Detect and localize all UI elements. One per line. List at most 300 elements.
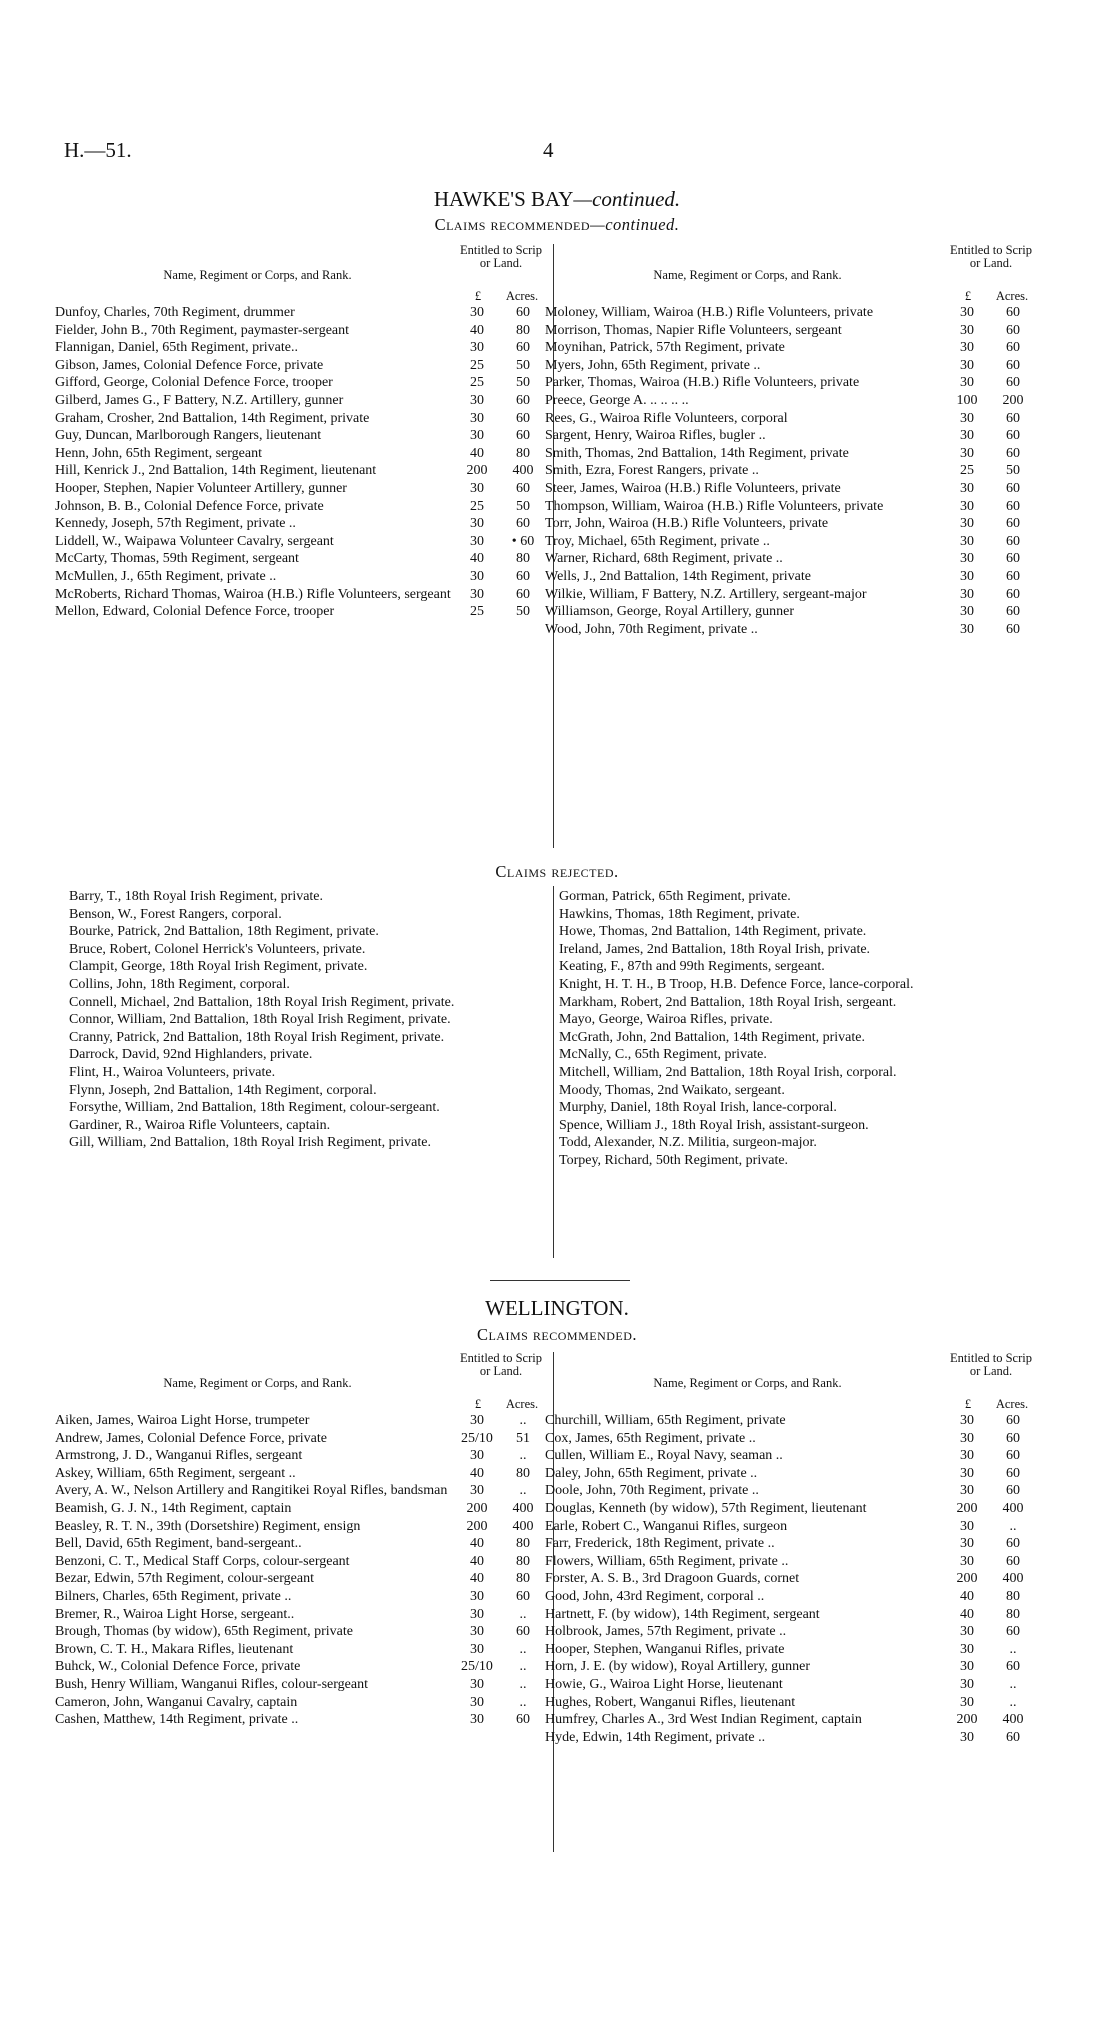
table-row (55, 1694, 546, 1712)
unit-header: £ Acres. (964, 1397, 1029, 1411)
scrip-value: 40 (960, 1606, 974, 1622)
table-row (55, 1553, 546, 1571)
table-row (55, 339, 546, 357)
table-row (55, 1500, 546, 1518)
table-row (545, 1570, 1036, 1588)
acres-value: 60 (516, 392, 530, 408)
table-row (55, 445, 546, 463)
acres-value: 50 (1006, 463, 1020, 479)
table-row (545, 498, 1036, 516)
acres-value: 50 (516, 498, 530, 514)
scrip-value: 30 (470, 1606, 484, 1622)
scrip-value: 200 (956, 1500, 978, 1516)
scrip-value: 100 (956, 392, 978, 408)
column-header (559, 1352, 1036, 1412)
entry-name: McMullen, J., 65th Regiment, private .. (55, 568, 277, 584)
table-row (545, 1641, 1036, 1659)
section-separator (490, 1280, 630, 1281)
scrip-value: 30 (960, 1430, 974, 1446)
entry-name: Brown, C. T. H., Makara Rifles, lieutenant (55, 1641, 294, 1657)
table-row (545, 1606, 1036, 1624)
table-row (545, 1729, 1036, 1747)
entitled-header: Entitled to Scrip or Land. (460, 243, 542, 270)
table-row (545, 1482, 1036, 1500)
table-row (55, 480, 546, 498)
acres-value: 60 (516, 1588, 530, 1604)
acres-value: 60 (1006, 1465, 1020, 1481)
entry-name: Bilners, Charles, 65th Regiment, private .. (55, 1588, 292, 1604)
acres-value: 60 (1006, 1624, 1020, 1640)
acres-value: .. (1009, 1641, 1017, 1657)
entry-name: Hyde, Edwin, 14th Regiment, private .. (545, 1729, 766, 1745)
scrip-value: 25 (470, 357, 484, 373)
table-row (545, 1535, 1036, 1553)
table-row (55, 1623, 546, 1641)
entry-name: Hughes, Robert, Wanganui Rifles, lieutenant (545, 1694, 796, 1710)
list-item: Connell, Michael, 2nd Battalion, 18th Royal Irish Regiment, private. (69, 994, 455, 1010)
table-row (55, 374, 546, 392)
column-divider (553, 886, 554, 1258)
list-item: Connor, William, 2nd Battalion, 18th Royal Irish Regiment, private. (69, 1012, 451, 1028)
table-row (55, 603, 546, 621)
entry-name: Doole, John, 70th Regiment, private .. (545, 1483, 759, 1499)
acres-value: 60 (516, 1712, 530, 1728)
entry-name: Thompson, William, Wairoa (H.B.) Rifle Volunteers, private (545, 498, 884, 514)
acres-value: 60 (1006, 586, 1020, 602)
entry-name: Dunfoy, Charles, 70th Regiment, drummer (55, 305, 295, 320)
scrip-value: 30 (470, 340, 484, 356)
acres-value: .. (1009, 1518, 1017, 1534)
scrip-value: 30 (470, 392, 484, 408)
acres-value: 60 (516, 305, 530, 320)
entry-name: Forster, A. S. B., 3rd Dragoon Guards, cornet (545, 1571, 800, 1587)
acres-value: 50 (516, 604, 530, 620)
scrip-value: 30 (470, 568, 484, 584)
table-row (55, 392, 546, 410)
acres-value: 51 (516, 1430, 530, 1446)
hawkes-bay-left-rows (55, 304, 546, 621)
table-row (55, 1535, 546, 1553)
scrip-value: 30 (960, 1465, 974, 1481)
table-row (545, 1658, 1036, 1676)
table-row (55, 1570, 546, 1588)
scrip-value: 200 (466, 463, 488, 479)
scrip-value: 30 (470, 410, 484, 426)
entry-name: Rees, G., Wairoa Rifle Volunteers, corporal (545, 410, 788, 426)
entry-name: McCarty, Thomas, 59th Regiment, sergeant (55, 551, 299, 567)
acres-value: 400 (1002, 1571, 1024, 1587)
scrip-value: 30 (470, 586, 484, 602)
acres-value: 60 (1006, 340, 1020, 356)
scrip-value: 30 (960, 1413, 974, 1428)
acres-value: 60 (1006, 604, 1020, 620)
table-row (545, 445, 1036, 463)
unit-header: £ Acres. (474, 289, 539, 303)
entry-name: Gifford, George, Colonial Defence Force, trooper (55, 375, 333, 391)
table-row (55, 1658, 546, 1676)
entry-name: Brough, Thomas (by widow), 65th Regiment, private (55, 1624, 353, 1640)
entry-name: McRoberts, Richard Thomas, Wairoa (H.B.) Rifle Volunteers, sergeant (55, 586, 451, 602)
entry-name: Beasley, R. T. N., 39th (Dorsetshire) Regiment, ensign (55, 1518, 361, 1534)
entry-name: Hooper, Stephen, Napier Volunteer Artillery, gunner (55, 480, 347, 496)
list-item: Benson, W., Forest Rangers, corporal. (69, 906, 282, 922)
scrip-value: 30 (960, 604, 974, 620)
entry-name: Troy, Michael, 65th Regiment, private .. (545, 533, 770, 549)
section-title-hawkes-bay: HAWKE'S BAY—continued. (433, 187, 681, 211)
entry-name: Churchill, William, 65th Regiment, private (545, 1413, 786, 1428)
page-number: 4 (543, 138, 554, 162)
table-row (55, 1676, 546, 1694)
acres-value: 60 (1006, 1483, 1020, 1499)
entry-name: Cox, James, 65th Regiment, private .. (545, 1430, 756, 1446)
entry-name: Kennedy, Joseph, 57th Regiment, private .. (55, 516, 296, 532)
table-row (545, 621, 1036, 639)
table-row (55, 568, 546, 586)
entry-name: Liddell, W., Waipawa Volunteer Cavalry, sergeant (55, 533, 334, 549)
hawkes-bay-left-column (55, 243, 546, 621)
acres-value: 50 (516, 375, 530, 391)
list-item: Darrock, David, 92nd Highlanders, private. (69, 1047, 313, 1063)
acres-value: 400 (512, 1500, 534, 1516)
acres-value: .. (519, 1448, 527, 1464)
page-reference: H.—51. (64, 138, 132, 162)
list-item: McGrath, John, 2nd Battalion, 14th Regiment, private. (559, 1029, 866, 1045)
entry-name: Cashen, Matthew, 14th Regiment, private .. (55, 1712, 299, 1728)
entry-name: Bremer, R., Wairoa Light Horse, sergeant.. (55, 1606, 295, 1622)
table-row (545, 1623, 1036, 1641)
acres-value: 60 (1006, 1536, 1020, 1552)
table-row (55, 427, 546, 445)
list-item: Markham, Robert, 2nd Battalion, 18th Royal Irish, sergeant. (559, 994, 897, 1010)
acres-value: 60 (516, 410, 530, 426)
table-row (545, 374, 1036, 392)
table-row (545, 427, 1036, 445)
acres-value: 60 (1006, 1430, 1020, 1446)
entry-name: Bell, David, 65th Regiment, band-sergeant.. (55, 1536, 302, 1552)
entry-name: Preece, George A. .. .. .. .. (545, 392, 689, 408)
list-item: Murphy, Daniel, 18th Royal Irish, lance-corporal. (559, 1100, 837, 1116)
table-row (545, 392, 1036, 410)
acres-value: 80 (1006, 1588, 1020, 1604)
scrip-value: 30 (960, 375, 974, 391)
list-item: Cranny, Patrick, 2nd Battalion, 18th Royal Irish Regiment, private. (69, 1029, 445, 1045)
scrip-value: 30 (470, 1413, 484, 1428)
table-row (55, 1447, 546, 1465)
acres-value: 400 (1002, 1500, 1024, 1516)
scrip-value: 30 (470, 1624, 484, 1640)
list-item: Knight, H. T. H., B Troop, H.B. Defence Force, lance-corporal. (559, 976, 914, 992)
entry-name: Daley, John, 65th Regiment, private .. (545, 1465, 758, 1481)
acres-value: 400 (512, 463, 534, 479)
scrip-value: 40 (470, 322, 484, 338)
entry-name: Good, John, 43rd Regiment, corporal .. (545, 1588, 765, 1604)
table-row (545, 339, 1036, 357)
scrip-value: 30 (960, 568, 974, 584)
scrip-value: 30 (960, 1676, 974, 1692)
acres-value: 60 (1006, 1448, 1020, 1464)
list-item: Gorman, Patrick, 65th Regiment, private. (559, 889, 791, 904)
wellington-left-rows (55, 1412, 546, 1729)
subsection-title-recommended: Claims recommended. (476, 1325, 638, 1344)
scrip-value: 30 (960, 1641, 974, 1657)
acres-value: 80 (516, 1571, 530, 1587)
list-item: Mayo, George, Wairoa Rifles, private. (559, 1012, 773, 1028)
table-row (545, 1694, 1036, 1712)
table-row (55, 586, 546, 604)
list-item: Torpey, Richard, 50th Regiment, private. (559, 1152, 789, 1168)
acres-value: 60 (1006, 621, 1020, 637)
list-item: Collins, John, 18th Regiment, corporal. (69, 976, 290, 992)
list-item: Gill, William, 2nd Battalion, 18th Royal Irish Regiment, private. (69, 1135, 431, 1151)
scrip-value: 30 (960, 305, 974, 320)
entry-name: Cullen, William E., Royal Navy, seaman .. (545, 1448, 783, 1464)
acres-value: 60 (516, 428, 530, 444)
list-item: Hawkins, Thomas, 18th Regiment, private. (559, 906, 800, 922)
list-item: Moody, Thomas, 2nd Waikato, sergeant. (559, 1082, 785, 1098)
scrip-value: 30 (960, 340, 974, 356)
list-item: Todd, Alexander, N.Z. Militia, surgeon-major. (559, 1135, 817, 1151)
acres-value: 60 (516, 480, 530, 496)
rejected-left-column (69, 888, 546, 1152)
scrip-value: 30 (960, 1536, 974, 1552)
acres-value: 60 (1006, 480, 1020, 496)
scrip-value: 30 (960, 357, 974, 373)
table-row (545, 462, 1036, 480)
table-row (545, 515, 1036, 533)
list-item: McNally, C., 65th Regiment, private. (559, 1047, 767, 1063)
column-header (559, 244, 1036, 304)
entry-name: Johnson, B. B., Colonial Defence Force, private (55, 498, 324, 514)
entry-name: Smith, Ezra, Forest Rangers, private .. (545, 463, 759, 479)
unit-header: £ Acres. (474, 1397, 539, 1411)
entry-name: Gilberd, James G., F Battery, N.Z. Artillery, gunner (55, 392, 344, 408)
entry-name: Henn, John, 65th Regiment, sergeant (55, 445, 262, 461)
scrip-value: 30 (960, 480, 974, 496)
wellington-right-column (545, 1351, 1036, 1746)
table-row (545, 586, 1036, 604)
acres-value: 60 (1006, 410, 1020, 426)
scrip-value: 200 (956, 1712, 978, 1728)
acres-value: 60 (1006, 1659, 1020, 1675)
rejected-right-column (559, 888, 1036, 1170)
hawkes-bay-right-column (545, 243, 1036, 638)
acres-value: 60 (1006, 375, 1020, 391)
entry-name: Bush, Henry William, Wanganui Rifles, colour-sergeant (55, 1676, 368, 1692)
table-row (55, 1482, 546, 1500)
table-row (55, 1465, 546, 1483)
scrip-value: 30 (470, 1712, 484, 1728)
acres-value: 60 (1006, 551, 1020, 567)
entry-name: Williamson, George, Royal Artillery, gunner (545, 604, 795, 620)
acres-value: 50 (516, 357, 530, 373)
table-row (545, 550, 1036, 568)
name-header: Name, Regiment or Corps, and Rank. (163, 1376, 352, 1390)
scrip-value: 30 (960, 1694, 974, 1710)
list-item: Forsythe, William, 2nd Battalion, 18th Regiment, colour-sergeant. (69, 1100, 440, 1116)
acres-value: 80 (516, 1553, 530, 1569)
entry-name: Benzoni, C. T., Medical Staff Corps, colour-sergeant (55, 1553, 350, 1569)
table-row (55, 322, 546, 340)
acres-value: 60 (1006, 445, 1020, 461)
entry-name: Buhck, W., Colonial Defence Force, private (55, 1659, 301, 1675)
scrip-value: 25/10 (461, 1430, 493, 1446)
list-item: Flint, H., Wairoa Volunteers, private. (69, 1064, 276, 1080)
table-row (55, 1641, 546, 1659)
scrip-value: 40 (470, 1571, 484, 1587)
list-item: Bourke, Patrick, 2nd Battalion, 18th Regiment, private. (69, 924, 379, 940)
wellington-left-column (55, 1351, 546, 1729)
acres-value: 60 (1006, 357, 1020, 373)
column-header (69, 1352, 546, 1412)
acres-value: • 60 (511, 533, 535, 549)
entry-name: Wood, John, 70th Regiment, private .. (545, 621, 758, 637)
acres-value: .. (519, 1694, 527, 1710)
acres-value: 200 (1002, 392, 1024, 408)
scrip-value: 30 (470, 1448, 484, 1464)
acres-value: 60 (1006, 305, 1020, 320)
table-row (545, 1711, 1036, 1729)
scrip-value: 30 (960, 1483, 974, 1499)
acres-value: 60 (516, 340, 530, 356)
acres-value: .. (1009, 1694, 1017, 1710)
entry-name: Warner, Richard, 68th Regiment, private .. (545, 551, 783, 567)
table-row (545, 533, 1036, 551)
acres-value: .. (519, 1413, 527, 1428)
list-item: Spence, William J., 18th Royal Irish, assistant-surgeon. (559, 1117, 869, 1133)
name-header: Name, Regiment or Corps, and Rank. (653, 268, 842, 282)
table-row (55, 1606, 546, 1624)
acres-value: 60 (516, 516, 530, 532)
entry-name: Douglas, Kenneth (by widow), 57th Regiment, lieutenant (545, 1500, 867, 1516)
entry-name: Hartnett, F. (by widow), 14th Regiment, sergeant (545, 1606, 820, 1622)
acres-value: 80 (516, 1465, 530, 1481)
scrip-value: 30 (470, 1694, 484, 1710)
scrip-value: 25 (470, 604, 484, 620)
entry-name: Flannigan, Daniel, 65th Regiment, private.. (55, 340, 299, 356)
table-row (55, 304, 546, 322)
table-row (545, 357, 1036, 375)
entry-name: Mellon, Edward, Colonial Defence Force, trooper (55, 604, 335, 620)
table-row (55, 357, 546, 375)
acres-value: .. (519, 1641, 527, 1657)
scrip-value: 30 (960, 1729, 974, 1745)
scrip-value: 30 (470, 1588, 484, 1604)
table-row (545, 1412, 1036, 1430)
scrip-value: 30 (470, 533, 484, 549)
acres-value: 60 (1006, 1413, 1020, 1428)
acres-value: 400 (1002, 1712, 1024, 1728)
entry-name: Earle, Robert C., Wanganui Rifles, surgeon (545, 1518, 788, 1534)
list-item: Howe, Thomas, 2nd Battalion, 14th Regiment, private. (559, 924, 867, 940)
scrip-value: 30 (960, 1659, 974, 1675)
entry-name: Graham, Crosher, 2nd Battalion, 14th Regiment, private (55, 410, 370, 426)
table-row (545, 568, 1036, 586)
name-header: Name, Regiment or Corps, and Rank. (163, 268, 352, 282)
entry-name: Gibson, James, Colonial Defence Force, private (55, 357, 324, 373)
table-row (55, 1711, 546, 1729)
scrip-value: 30 (960, 516, 974, 532)
scrip-value: 40 (470, 551, 484, 567)
table-row (545, 1447, 1036, 1465)
scrip-value: 30 (960, 1624, 974, 1640)
scrip-value: 30 (470, 1641, 484, 1657)
scrip-value: 30 (960, 586, 974, 602)
entry-name: Beamish, G. J. N., 14th Regiment, captain (55, 1500, 292, 1516)
list-item: Barry, T., 18th Royal Irish Regiment, private. (69, 889, 324, 904)
table-row (545, 1430, 1036, 1448)
entry-name: Wilkie, William, F Battery, N.Z. Artillery, sergeant-major (545, 586, 867, 602)
acres-value: 60 (1006, 428, 1020, 444)
entry-name: Horn, J. E. (by widow), Royal Artillery, gunner (545, 1659, 811, 1675)
scrip-value: 30 (960, 445, 974, 461)
acres-value: 60 (1006, 498, 1020, 514)
table-row (545, 1553, 1036, 1571)
entry-name: Askey, William, 65th Regiment, sergeant .. (55, 1465, 296, 1481)
entry-name: Avery, A. W., Nelson Artillery and Rangitikei Royal Rifles, bandsman (55, 1483, 448, 1499)
acres-value: 60 (1006, 533, 1020, 549)
scrip-value: 30 (960, 533, 974, 549)
entry-name: Myers, John, 65th Regiment, private .. (545, 357, 761, 373)
entry-name: Moynihan, Patrick, 57th Regiment, private (545, 340, 785, 356)
entry-name: Moloney, William, Wairoa (H.B.) Rifle Volunteers, private (545, 305, 874, 320)
list-item: Flynn, Joseph, 2nd Battalion, 14th Regiment, corporal. (69, 1082, 377, 1098)
acres-value: .. (519, 1606, 527, 1622)
scrip-value: 30 (960, 1448, 974, 1464)
scrip-value: 30 (960, 322, 974, 338)
scrip-value: 30 (960, 551, 974, 567)
scrip-value: 30 (960, 428, 974, 444)
entry-name: Humfrey, Charles A., 3rd West Indian Regiment, captain (545, 1712, 862, 1728)
entry-name: Parker, Thomas, Wairoa (H.B.) Rifle Volunteers, private (545, 375, 860, 391)
scrip-value: 40 (960, 1588, 974, 1604)
scrip-value: 200 (466, 1500, 488, 1516)
column-header (69, 244, 546, 304)
entry-name: Armstrong, J. D., Wanganui Rifles, sergeant (55, 1448, 303, 1464)
scrip-value: 30 (960, 1553, 974, 1569)
list-item: Clampit, George, 18th Royal Irish Regiment, private. (69, 959, 368, 975)
scrip-value: 40 (470, 1553, 484, 1569)
scrip-value: 30 (470, 428, 484, 444)
table-row (55, 515, 546, 533)
entry-name: Bezar, Edwin, 57th Regiment, colour-sergeant (55, 1571, 314, 1587)
table-row (545, 410, 1036, 428)
scrip-value: 25 (960, 463, 974, 479)
acres-value: 80 (516, 1536, 530, 1552)
scrip-value: 200 (956, 1571, 978, 1587)
entry-name: Hooper, Stephen, Wanganui Rifles, private (545, 1641, 785, 1657)
hawkes-bay-right-rows (545, 304, 1036, 638)
entry-name: Fielder, John B., 70th Regiment, paymaster-sergeant (55, 322, 350, 338)
acres-value: .. (519, 1659, 527, 1675)
table-row (55, 1412, 546, 1430)
acres-value: .. (1009, 1676, 1017, 1692)
acres-value: .. (519, 1483, 527, 1499)
scrip-value: 40 (470, 1536, 484, 1552)
entry-name: Flowers, William, 65th Regiment, private .. (545, 1553, 789, 1569)
scrip-value: 25/10 (461, 1659, 493, 1675)
acres-value: .. (519, 1676, 527, 1692)
table-row (545, 1676, 1036, 1694)
scrip-value: 40 (470, 1465, 484, 1481)
table-row (55, 1518, 546, 1536)
acres-value: 60 (516, 586, 530, 602)
scrip-value: 30 (960, 621, 974, 637)
scrip-value: 30 (470, 305, 484, 320)
table-row (545, 480, 1036, 498)
list-item: Keating, F., 87th and 99th Regiments, sergeant. (559, 959, 825, 975)
list-item: Bruce, Robert, Colonel Herrick's Volunteers, private. (69, 941, 366, 957)
entitled-header: Entitled to Scrip or Land. (950, 1351, 1032, 1378)
